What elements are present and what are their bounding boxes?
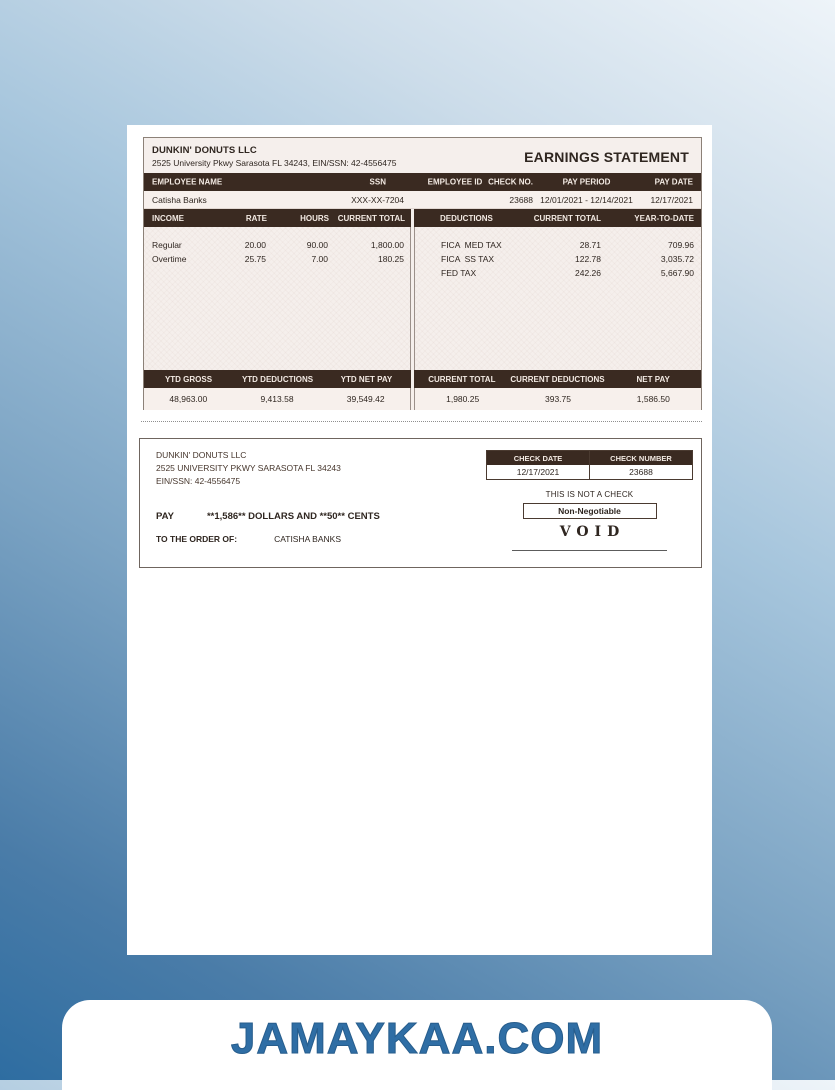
- ytd-net-pay-header: YTD NET PAY: [340, 374, 393, 384]
- deductions-section: [414, 227, 701, 370]
- deduction-label: FICA MED TAX: [441, 240, 502, 250]
- check-table-value-row: [487, 465, 692, 479]
- income-deductions-header-bars: [144, 209, 701, 227]
- employee-name-header: EMPLOYEE NAME: [152, 177, 223, 187]
- pay-date-value: 12/17/2021: [650, 194, 693, 205]
- check-date-value: 12/17/2021: [487, 465, 590, 479]
- pay-period-value: 12/01/2021 - 12/14/2021: [540, 194, 633, 205]
- ssn-header: SSN: [369, 177, 386, 187]
- employee-id-header: EMPLOYEE ID: [427, 177, 483, 187]
- deduction-ytd: 5,667.90: [660, 268, 694, 278]
- earnings-statement-stub: [143, 137, 702, 410]
- check-no-header: CHECK NO.: [488, 177, 533, 187]
- deduction-current: 242.26: [575, 268, 601, 278]
- income-hours: 7.00: [311, 254, 328, 264]
- deduction-ytd: 3,035.72: [660, 254, 694, 264]
- watermark-banner: [62, 1000, 772, 1090]
- totals-values-row: [144, 388, 701, 410]
- company-header-band: [144, 138, 701, 173]
- check-number-header: CHECK NUMBER: [610, 453, 672, 463]
- deduction-current: 28.71: [579, 240, 601, 250]
- payee-name: CATISHA BANKS: [274, 534, 341, 544]
- pay-period-header: PAY PERIOD: [562, 177, 611, 187]
- pay-date-header: PAY DATE: [654, 177, 693, 187]
- pay-amount-row: [156, 511, 380, 522]
- check-company-name: DUNKIN' DONUTS LLC: [156, 450, 247, 460]
- ytd-deductions-header: YTD DEDUCTIONS: [241, 374, 314, 384]
- income-section: [144, 227, 411, 370]
- rate-col-header: RATE: [245, 213, 267, 223]
- current-total-header: CURRENT TOTAL: [428, 374, 496, 384]
- check-table-header-row: [487, 451, 692, 465]
- check-no-value: 23688: [509, 194, 533, 205]
- non-negotiable-box: Non-Negotiable: [523, 503, 657, 519]
- check-section: [139, 438, 702, 568]
- year-to-date-col-header: YEAR-TO-DATE: [634, 213, 694, 223]
- deduction-ytd: 709.96: [668, 240, 694, 250]
- income-col-header: INCOME: [152, 213, 184, 223]
- deductions-col-header: DEDUCTIONS: [440, 213, 493, 223]
- check-company-block: [156, 449, 341, 488]
- employee-name-value: Catisha Banks: [152, 194, 207, 205]
- net-pay-value: 1,586.50: [636, 394, 670, 404]
- current-total-value: 1,980.25: [446, 394, 480, 404]
- income-deductions-body: [144, 227, 701, 370]
- current-deductions-header: CURRENT DEDUCTIONS: [510, 374, 605, 384]
- deduction-label: FICA SS TAX: [441, 254, 495, 264]
- check-company-ein: EIN/SSN: 42-4556475: [156, 476, 241, 486]
- ssn-value: XXX-XX-7204: [351, 194, 404, 205]
- ytd-totals-values: [144, 388, 411, 410]
- ytd-gross-header: YTD GROSS: [164, 374, 213, 384]
- income-row: [144, 252, 410, 266]
- employee-header-bar: [144, 173, 701, 191]
- current-total-col-header: CURRENT TOTAL: [337, 213, 405, 223]
- income-rate: 20.00: [244, 240, 266, 250]
- ytd-gross-value: 48,963.00: [169, 394, 208, 404]
- company-name: DUNKIN' DONUTS LLC: [152, 145, 257, 156]
- deduction-row: [415, 238, 701, 252]
- ytd-net-pay-value: 39,549.42: [346, 394, 385, 404]
- to-order-of-label: TO THE ORDER OF:: [156, 534, 238, 544]
- not-a-check-notice: THIS IS NOT A CHECK: [545, 490, 634, 499]
- statement-title: EARNINGS STATEMENT: [524, 148, 689, 165]
- income-label: Regular: [152, 240, 182, 250]
- pay-label: PAY: [156, 511, 174, 522]
- income-current-total: 180.25: [378, 254, 404, 264]
- income-current-total: 1,800.00: [370, 240, 404, 250]
- watermark-text: JAMAYKAA.COM: [230, 1014, 604, 1063]
- employee-values-row: [144, 191, 701, 209]
- hours-col-header: HOURS: [300, 213, 329, 223]
- paystub-page: [127, 125, 712, 955]
- net-pay-header: NET PAY: [636, 374, 670, 384]
- ytd-deductions-value: 9,413.58: [260, 394, 294, 404]
- check-date-header: CHECK DATE: [487, 451, 590, 465]
- deductions-header-bar: [414, 209, 701, 227]
- deduction-row: [415, 266, 701, 280]
- check-right-column: [486, 450, 693, 551]
- deduction-row: [415, 252, 701, 266]
- income-label: Overtime: [152, 254, 187, 264]
- check-number-value: 23688: [629, 467, 653, 477]
- income-header-bar: [144, 209, 411, 227]
- check-company-address: 2525 UNIVERSITY PKWY SARASOTA FL 34243: [156, 463, 341, 473]
- deduction-label: FED TAX: [441, 268, 477, 278]
- perforation-dotted-line: [141, 421, 702, 422]
- income-rate: 25.75: [244, 254, 266, 264]
- pay-amount-words: **1,586** DOLLARS AND **50** CENTS: [206, 511, 380, 522]
- company-info: [152, 145, 396, 168]
- void-stamp: VOID: [559, 524, 626, 540]
- deduction-current: 122.78: [575, 254, 601, 264]
- income-hours: 90.00: [306, 240, 328, 250]
- check-date-number-table: [486, 450, 693, 480]
- signature-line: [512, 550, 667, 551]
- totals-header-bars: [144, 370, 701, 388]
- ytd-totals-header-bar: [144, 370, 411, 388]
- current-deductions-value: 393.75: [544, 394, 571, 404]
- current-totals-header-bar: [414, 370, 701, 388]
- deduction-current-col-header: CURRENT TOTAL: [533, 213, 601, 223]
- current-totals-values: [414, 388, 701, 410]
- income-row: [144, 238, 410, 252]
- company-address: 2525 University Pkwy Sarasota FL 34243, EIN/SSN: 42-4556475: [152, 158, 397, 168]
- pay-to-order-row: [156, 534, 341, 544]
